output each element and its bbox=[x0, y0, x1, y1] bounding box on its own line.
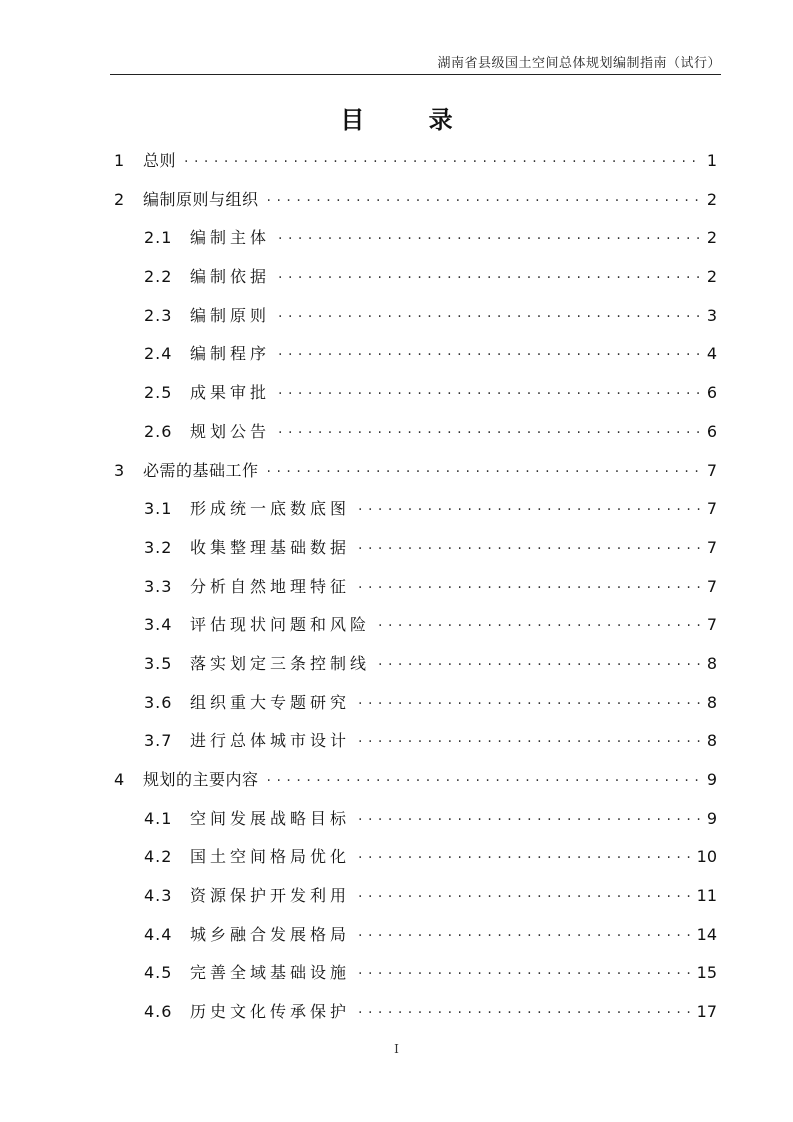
toc-section-entry[interactable] bbox=[114, 413, 717, 452]
toc-section-entry[interactable] bbox=[114, 258, 717, 297]
toc-dot-leader bbox=[267, 453, 701, 492]
toc-dot-leader bbox=[358, 801, 701, 840]
toc-chapter-entry[interactable] bbox=[114, 452, 717, 491]
toc-section-entry[interactable] bbox=[114, 800, 717, 839]
toc-dot-leader bbox=[278, 336, 701, 375]
toc-entry-page: 3 bbox=[706, 305, 717, 325]
toc-entry-number: 3.7 bbox=[144, 731, 173, 751]
toc-dot-leader bbox=[358, 955, 691, 994]
toc-dot-leader bbox=[278, 298, 701, 337]
toc-entry-title: 评估现状问题和风险 bbox=[190, 615, 371, 635]
toc-entry-page: 9 bbox=[706, 808, 717, 828]
running-header: 湖南省县级国土空间总体规划编制指南（试行） bbox=[437, 56, 721, 71]
toc-entry-title: 形成统一底数底图 bbox=[190, 499, 351, 519]
toc-entry-page: 1 bbox=[706, 151, 717, 170]
toc-entry-number: 2.5 bbox=[144, 383, 173, 403]
toc-entry-number: 3.4 bbox=[144, 615, 173, 635]
toc-entry-page: 9 bbox=[706, 770, 717, 789]
toc-section-entry[interactable] bbox=[114, 916, 717, 955]
toc-dot-leader bbox=[278, 414, 701, 453]
toc-dot-leader bbox=[358, 723, 701, 762]
toc-entry-page: 2 bbox=[706, 267, 717, 287]
toc-entry-title: 落实划定三条控制线 bbox=[190, 653, 371, 673]
toc-entry-page: 7 bbox=[706, 615, 717, 635]
toc-chapter-entry[interactable] bbox=[114, 181, 717, 220]
toc-entry-page: 8 bbox=[706, 653, 717, 673]
toc-dot-leader bbox=[358, 994, 691, 1033]
toc-section-entry[interactable] bbox=[114, 606, 717, 645]
toc-section-entry[interactable] bbox=[114, 219, 717, 258]
toc-entry-page: 6 bbox=[706, 383, 717, 403]
toc-entry-title: 空间发展战略目标 bbox=[190, 808, 351, 828]
toc-entry-title: 总则 bbox=[143, 151, 177, 170]
toc-entry-title: 城乡融合发展格局 bbox=[190, 924, 351, 944]
toc-entry-number: 4.4 bbox=[144, 924, 173, 944]
toc-section-entry[interactable] bbox=[114, 374, 717, 413]
toc-entry-number: 2.6 bbox=[144, 421, 173, 441]
toc-entry-page: 8 bbox=[706, 731, 717, 751]
toc-dot-leader bbox=[278, 375, 701, 414]
toc-entry-page: 7 bbox=[706, 499, 717, 519]
toc-entry-number: 3.1 bbox=[144, 499, 173, 519]
toc-section-entry[interactable] bbox=[114, 645, 717, 684]
toc-dot-leader bbox=[267, 762, 701, 801]
toc-entry-number: 3.3 bbox=[144, 576, 173, 596]
toc-section-entry[interactable] bbox=[114, 993, 717, 1032]
toc-entry-number: 2.2 bbox=[144, 267, 173, 287]
toc-entry-title: 国土空间格局优化 bbox=[190, 847, 351, 867]
toc-entry-title: 编制原则与组织 bbox=[143, 189, 259, 209]
toc-entry-number: 4 bbox=[114, 770, 125, 789]
toc-section-entry[interactable] bbox=[114, 722, 717, 761]
toc-section-entry[interactable] bbox=[114, 838, 717, 877]
toc-section-entry[interactable] bbox=[114, 490, 717, 529]
toc-entry-page: 6 bbox=[706, 421, 717, 441]
toc-entry-number: 2.1 bbox=[144, 228, 173, 248]
toc-entry-page: 2 bbox=[706, 189, 717, 209]
table-of-contents bbox=[114, 142, 717, 1032]
toc-chapter-entry[interactable] bbox=[114, 761, 717, 800]
toc-entry-number: 4.1 bbox=[144, 808, 173, 828]
toc-section-entry[interactable] bbox=[114, 297, 717, 336]
toc-dot-leader bbox=[184, 143, 701, 182]
toc-entry-title: 历史文化传承保护 bbox=[190, 1002, 351, 1022]
toc-dot-leader bbox=[358, 530, 701, 569]
toc-entry-number: 3.5 bbox=[144, 653, 173, 673]
toc-entry-number: 2 bbox=[114, 189, 125, 209]
toc-entry-number: 1 bbox=[114, 151, 125, 170]
page-title: 目 录 bbox=[340, 105, 481, 134]
toc-dot-leader bbox=[267, 182, 701, 221]
toc-entry-page: 17 bbox=[696, 1002, 717, 1022]
toc-entry-number: 3.2 bbox=[144, 537, 173, 557]
toc-entry-page: 8 bbox=[706, 692, 717, 712]
toc-dot-leader bbox=[358, 839, 691, 878]
toc-entry-number: 4.2 bbox=[144, 847, 173, 867]
page-number: I bbox=[394, 1042, 399, 1056]
toc-section-entry[interactable] bbox=[114, 529, 717, 568]
toc-section-entry[interactable] bbox=[114, 954, 717, 993]
toc-section-entry[interactable] bbox=[114, 684, 717, 723]
toc-entry-number: 3.6 bbox=[144, 692, 173, 712]
toc-entry-title: 编制主体 bbox=[190, 228, 271, 248]
header-divider bbox=[110, 74, 721, 75]
toc-entry-title: 进行总体城市设计 bbox=[190, 731, 351, 751]
toc-entry-title: 完善全域基础设施 bbox=[190, 963, 351, 983]
toc-entry-number: 4.3 bbox=[144, 886, 173, 906]
toc-entry-title: 资源保护开发利用 bbox=[190, 886, 351, 906]
toc-entry-number: 4.6 bbox=[144, 1002, 173, 1022]
toc-entry-number: 2.3 bbox=[144, 305, 173, 325]
toc-entry-title: 规划的主要内容 bbox=[143, 770, 259, 789]
toc-entry-title: 成果审批 bbox=[190, 383, 271, 403]
toc-entry-number: 3 bbox=[114, 460, 125, 480]
toc-entry-number: 2.4 bbox=[144, 344, 173, 364]
toc-dot-leader bbox=[278, 259, 701, 298]
toc-dot-leader bbox=[358, 917, 691, 956]
toc-chapter-entry[interactable] bbox=[114, 142, 717, 181]
toc-dot-leader bbox=[358, 878, 691, 917]
toc-entry-title: 组织重大专题研究 bbox=[190, 692, 351, 712]
toc-dot-leader bbox=[358, 685, 701, 724]
toc-entry-page: 15 bbox=[696, 963, 717, 983]
toc-dot-leader bbox=[378, 646, 701, 685]
toc-entry-page: 7 bbox=[706, 460, 717, 480]
toc-entry-page: 7 bbox=[706, 576, 717, 596]
toc-entry-title: 编制程序 bbox=[190, 344, 271, 364]
toc-dot-leader bbox=[358, 569, 701, 608]
toc-section-entry[interactable] bbox=[114, 568, 717, 607]
toc-section-entry[interactable] bbox=[114, 335, 717, 374]
toc-dot-leader bbox=[278, 220, 701, 259]
toc-entry-page: 4 bbox=[706, 344, 717, 364]
toc-dot-leader bbox=[378, 607, 701, 646]
toc-dot-leader bbox=[358, 491, 701, 530]
toc-entry-page: 7 bbox=[706, 537, 717, 557]
toc-entry-page: 2 bbox=[706, 228, 717, 248]
toc-entry-page: 11 bbox=[696, 886, 717, 906]
toc-entry-title: 编制依据 bbox=[190, 267, 271, 287]
toc-entry-title: 必需的基础工作 bbox=[143, 460, 259, 480]
toc-entry-title: 分析自然地理特征 bbox=[190, 576, 351, 596]
toc-entry-page: 14 bbox=[696, 924, 717, 944]
toc-entry-number: 4.5 bbox=[144, 963, 173, 983]
toc-entry-title: 规划公告 bbox=[190, 421, 271, 441]
toc-entry-title: 编制原则 bbox=[190, 305, 271, 325]
toc-entry-page: 10 bbox=[696, 847, 717, 867]
toc-entry-title: 收集整理基础数据 bbox=[190, 537, 351, 557]
toc-section-entry[interactable] bbox=[114, 877, 717, 916]
